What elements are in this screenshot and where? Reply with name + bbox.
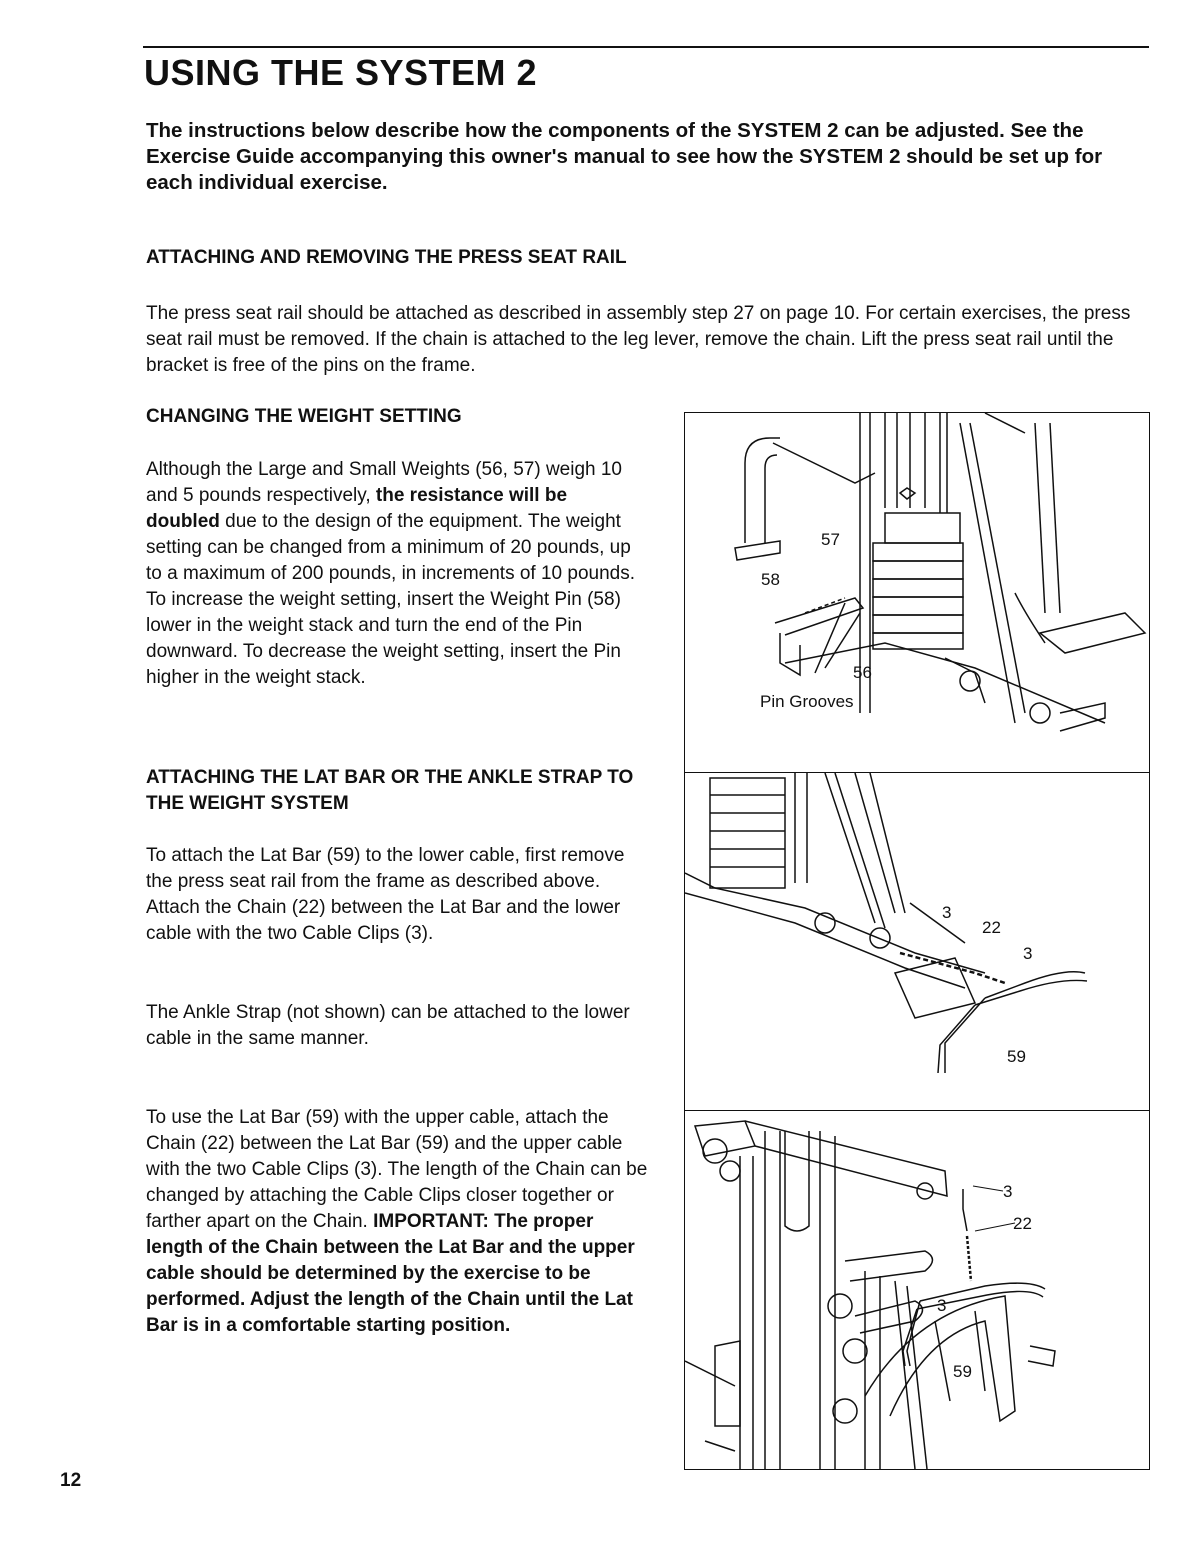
intro-paragraph: The instructions below describe how the components of the SYSTEM 2 can be adjusted. See the Exercise Guide accompanying this owner's manual to see how the SYSTEM 2 should be set up for each individual exercise. xyxy=(146,119,1103,194)
title-rule xyxy=(143,46,1149,48)
label-22: 22 xyxy=(1013,1214,1032,1233)
figure-weight-stack xyxy=(684,412,1150,774)
label-pin-grooves: Pin Grooves xyxy=(760,692,854,711)
lat-bar-p1: To attach the Lat Bar (59) to the lower cable, first remove the press seat rail from the frame as described above. Attach the Chain (22) between the Lat Bar and the lower cable with the two Cable Clips (3). xyxy=(146,845,625,944)
weight-body-bold: the resistance will be doubled xyxy=(146,485,568,532)
weight-body-b: due to the design of the equipment. The weight setting can be changed from a minimum of 20 pounds, up to a maximum of 200 pounds, in increments of 10 pounds. To increase the weight setting, insert the Weight Pin (58) lower in the weight stack and turn the end of the Pin downward. To decrease the weight setting, insert the Pin higher in the weight stack. xyxy=(146,511,635,688)
label-3-lower: 3 xyxy=(1023,944,1033,963)
lat-bar-p3-bold: IMPORTANT: The proper length of the Chain between the Lat Bar and the upper cable should be determined by the exercise to be performed. Adjust the length of the Chain until the Lat Bar is in a comfortable starting position. xyxy=(146,1211,635,1336)
press-seat-body: The press seat rail should be attached as described in assembly step 27 on page 10. For certain exercises, the press seat rail must be removed. If the chain is attached to the leg lever, remove the chain. Lift the press seat rail until the bracket is free of the pins on the frame. xyxy=(146,303,1131,376)
label-59: 59 xyxy=(953,1362,972,1381)
upper-cable-labels xyxy=(685,1111,1149,1469)
leader-22 xyxy=(975,1223,1015,1231)
lower-cable-labels xyxy=(685,773,1149,1111)
weight-body xyxy=(146,457,646,691)
press-seat-heading: ATTACHING AND REMOVING THE PRESS SEAT RAIL xyxy=(146,247,627,268)
lat-bar-p3-a: To use the Lat Bar (59) with the upper cable, attach the Chain (22) between the Lat Bar (59) and the upper cable with the two Cable Clips (3). The length of the Chain can be changed by attaching the Cable Clips closer together or farther apart on the Chain. xyxy=(146,1107,648,1232)
label-22: 22 xyxy=(982,918,1001,937)
label-3-upper: 3 xyxy=(1003,1182,1013,1201)
page-title: USING THE SYSTEM 2 xyxy=(144,52,538,93)
figure-upper-cable xyxy=(684,1110,1150,1470)
label-57: 57 xyxy=(821,530,840,549)
weight-heading: CHANGING THE WEIGHT SETTING xyxy=(146,406,462,427)
leader-3-upper xyxy=(973,1186,1003,1191)
weight-stack-labels xyxy=(685,413,1149,773)
weight-body-a: Although the Large and Small Weights (56, 57) weigh 10 and 5 pounds respectively, xyxy=(146,459,623,506)
lat-bar-heading: ATTACHING THE LAT BAR OR THE ANKLE STRAP TO THE WEIGHT SYSTEM xyxy=(146,767,634,814)
label-56: 56 xyxy=(853,663,872,682)
figure-lower-cable xyxy=(684,772,1150,1112)
label-3-lower: 3 xyxy=(937,1296,947,1315)
label-3-upper: 3 xyxy=(942,903,952,922)
label-58: 58 xyxy=(761,570,780,589)
page-number: 12 xyxy=(60,1470,82,1491)
lat-bar-p3 xyxy=(146,1105,648,1339)
lat-bar-p2: The Ankle Strap (not shown) can be attached to the lower cable in the same manner. xyxy=(146,1002,630,1049)
label-59: 59 xyxy=(1007,1047,1026,1066)
